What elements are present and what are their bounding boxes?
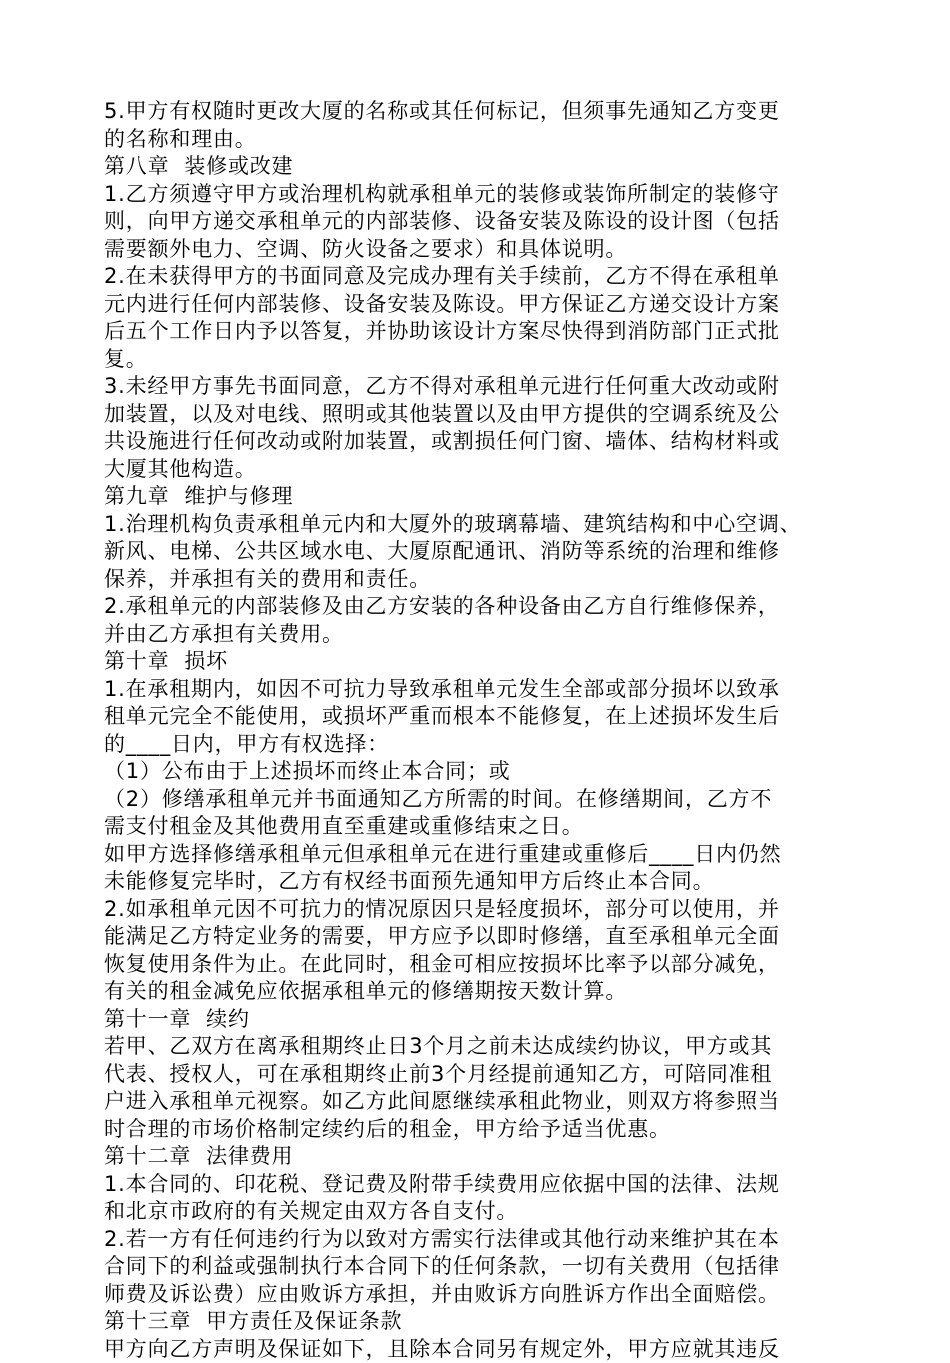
text-line: 如甲方选择修缮承租单元但承租单元在进行重建或重修后____日内仍然 bbox=[104, 841, 868, 869]
chapter-heading: 第九章 维护与修理 bbox=[104, 483, 868, 511]
text-line: （1）公布由于上述损坏而终止本合同；或 bbox=[104, 758, 868, 786]
text-line: 共设施进行任何改动或附加装置，或割损任何门窗、墙体、结构材料或 bbox=[104, 428, 868, 456]
text-line: 2.承租单元的内部装修及由乙方安装的各种设备由乙方自行维修保养， bbox=[104, 593, 868, 621]
text-line: 未能修复完毕时，乙方有权经书面预先通知甲方后终止本合同。 bbox=[104, 868, 868, 896]
text-line: 元内进行任何内部装修、设备安装及陈设。甲方保证乙方递交设计方案 bbox=[104, 291, 868, 319]
chapter-heading: 第八章 装修或改建 bbox=[104, 153, 868, 181]
chapter-heading: 第十章 损坏 bbox=[104, 648, 868, 676]
text-line: 1.乙方须遵守甲方或治理机构就承租单元的装修或装饰所制定的装修守 bbox=[104, 181, 868, 209]
text-line: 户进入承租单元视察。如乙方此间愿继续承租此物业，则双方将参照当 bbox=[104, 1088, 868, 1116]
text-line: 2.如承租单元因不可抗力的情况原因只是轻度损坏，部分可以使用，并 bbox=[104, 896, 868, 924]
text-line: 需支付租金及其他费用直至重建或重修结束之日。 bbox=[104, 813, 868, 841]
text-line: （2）修缮承租单元并书面通知乙方所需的时间。在修缮期间，乙方不 bbox=[104, 786, 868, 814]
text-line: 的____日内，甲方有权选择： bbox=[104, 731, 868, 759]
text-line: 甲方向乙方声明及保证如下，且除本合同另有规定外，甲方应就其违反 bbox=[104, 1336, 868, 1363]
text-line: 时合理的市场价格制定续约后的租金，甲方给予适当优惠。 bbox=[104, 1116, 868, 1144]
text-line: 1.治理机构负责承租单元内和大厦外的玻璃幕墙、建筑结构和中心空调、 bbox=[104, 511, 868, 539]
chapter-heading: 第十一章 续约 bbox=[104, 1006, 868, 1034]
text-line: 大厦其他构造。 bbox=[104, 456, 868, 484]
text-line: 并由乙方承担有关费用。 bbox=[104, 621, 868, 649]
text-line: 合同下的利益或强制执行本合同下的任何条款，一切有关费用（包括律 bbox=[104, 1253, 868, 1281]
text-line: 3.未经甲方事先书面同意，乙方不得对承租单元进行任何重大改动或附 bbox=[104, 373, 868, 401]
text-line: 2.在未获得甲方的书面同意及完成办理有关手续前，乙方不得在承租单 bbox=[104, 263, 868, 291]
text-line: 需要额外电力、空调、防火设备之要求）和具体说明。 bbox=[104, 236, 868, 264]
text-line: 有关的租金减免应依据承租单元的修缮期按天数计算。 bbox=[104, 978, 868, 1006]
chapter-heading: 第十三章 甲方责任及保证条款 bbox=[104, 1308, 868, 1336]
text-line: 后五个工作日内予以答复，并协助该设计方案尽快得到消防部门正式批 bbox=[104, 318, 868, 346]
text-line: 和北京市政府的有关规定由双方各自支付。 bbox=[104, 1198, 868, 1226]
text-line: 代表、授权人，可在承租期终止前3个月经提前通知乙方，可陪同准租 bbox=[104, 1061, 868, 1089]
chapter-heading: 第十二章 法律费用 bbox=[104, 1143, 868, 1171]
text-line: 恢复使用条件为止。在此同时，租金可相应按损坏比率予以部分减免， bbox=[104, 951, 868, 979]
text-line: 保养，并承担有关的费用和责任。 bbox=[104, 566, 868, 594]
text-line: 1.在承租期内，如因不可抗力导致承租单元发生全部或部分损坏以致承 bbox=[104, 676, 868, 704]
document-page bbox=[104, 98, 868, 1363]
text-line: 师费及诉讼费）应由败诉方承担，并由败诉方向胜诉方作出全面赔偿。 bbox=[104, 1281, 868, 1309]
text-line: 5.甲方有权随时更改大厦的名称或其任何标记，但须事先通知乙方变更 bbox=[104, 98, 868, 126]
text-line: 2.若一方有任何违约行为以致对方需实行法律或其他行动来维护其在本 bbox=[104, 1226, 868, 1254]
text-line: 则，向甲方递交承租单元的内部装修、设备安装及陈设的设计图（包括 bbox=[104, 208, 868, 236]
text-line: 若甲、乙双方在离承租期终止日3个月之前未达成续约协议，甲方或其 bbox=[104, 1033, 868, 1061]
text-line: 租单元完全不能使用，或损坏严重而根本不能修复，在上述损坏发生后 bbox=[104, 703, 868, 731]
text-line: 能满足乙方特定业务的需要，甲方应予以即时修缮，直至承租单元全面 bbox=[104, 923, 868, 951]
text-line: 1.本合同的、印花税、登记费及附带手续费用应依据中国的法律、法规 bbox=[104, 1171, 868, 1199]
text-line: 新风、电梯、公共区域水电、大厦原配通讯、消防等系统的治理和维修 bbox=[104, 538, 868, 566]
text-line: 复。 bbox=[104, 346, 868, 374]
text-line: 的名称和理由。 bbox=[104, 126, 868, 154]
text-line: 加装置，以及对电线、照明或其他装置以及由甲方提供的空调系统及公 bbox=[104, 401, 868, 429]
